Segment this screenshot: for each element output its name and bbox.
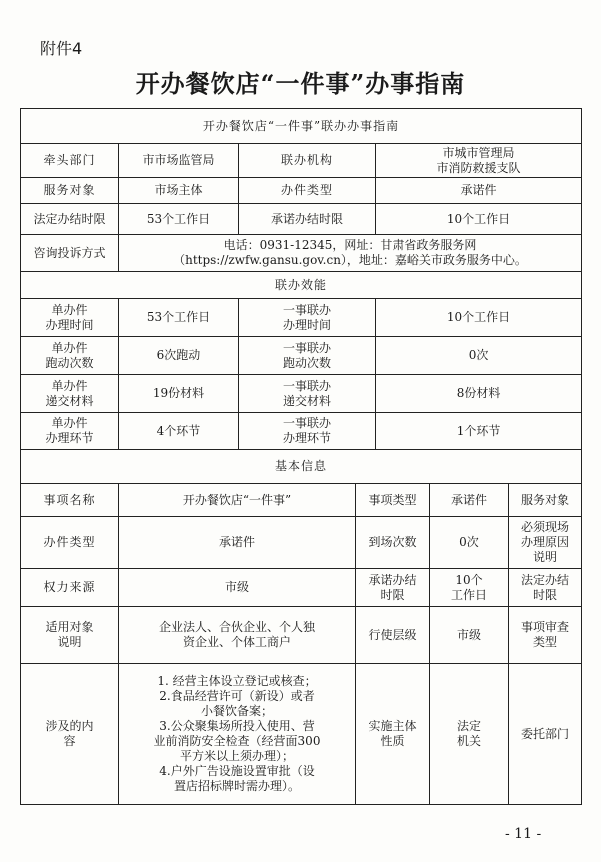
table-row [21, 204, 582, 235]
delegate-dept-label: 委托部门 [509, 664, 582, 805]
document-title: 开办餐饮店“一件事”办事指南 [135, 69, 466, 98]
consult-line: （https://zwfw.gansu.gov.cn），地址：嘉峪关市政务服务中心。 [173, 253, 527, 267]
implementer-value: 法定 机关 [430, 664, 509, 805]
page-number: - 11 - [505, 826, 542, 842]
table-row [21, 235, 582, 272]
eff-label: 一事联办 递交材料 [239, 375, 376, 413]
eff-value: 6次跑动 [119, 337, 239, 375]
consult-line: 电话：0931-12345，网址：甘肃省政务服务网 [223, 238, 477, 252]
eff-value: 8份材料 [376, 375, 582, 413]
review-type-label: 事项审查 类型 [509, 607, 582, 664]
table-row [21, 375, 582, 413]
content-line: 1. 经营主体设立登记或核查； [157, 674, 317, 688]
eff-value: 19份材料 [119, 375, 239, 413]
joint-org-label: 联办机构 [239, 144, 376, 178]
onsite-reason-label: 必须现场 办理原因 说明 [509, 517, 582, 569]
eff-label: 一事联办 跑动次数 [239, 337, 376, 375]
eff-value: 10个工作日 [376, 299, 582, 337]
eff-value: 0次 [376, 337, 582, 375]
content-line: 4.户外广告设施设置审批（设 [159, 764, 315, 778]
table-row [21, 607, 582, 664]
table-row [21, 299, 582, 337]
section-header-efficiency: 联办效能 [21, 272, 582, 299]
consult-value [119, 235, 582, 272]
table-row [21, 664, 582, 805]
eff-label: 单办件 跑动次数 [21, 337, 119, 375]
section-row [21, 450, 582, 484]
authority-source-value: 市级 [119, 569, 356, 607]
attachment-label: 附件4 [40, 39, 83, 58]
item-type-value: 承诺件 [430, 484, 509, 517]
promise-limit-value: 10个工作日 [376, 204, 582, 235]
table-row [21, 178, 582, 204]
eff-value: 4个环节 [119, 413, 239, 450]
section-header-basic: 基本信息 [21, 450, 582, 484]
eff-label: 单办件 递交材料 [21, 375, 119, 413]
content-line: 平方米以上须办理）； [179, 749, 294, 763]
table-title-row [21, 109, 582, 144]
section-row [21, 272, 582, 299]
legal-limit-value: 53个工作日 [119, 204, 239, 235]
case-type-label: 办件类型 [239, 178, 376, 204]
eff-label: 一事联办 办理时间 [239, 299, 376, 337]
lead-dept-value: 市市场监管局 [119, 144, 239, 178]
eff-label: 单办件 办理时间 [21, 299, 119, 337]
eff-value: 53个工作日 [119, 299, 239, 337]
content-value [119, 664, 356, 805]
content-line: 2.食品经营许可（新设）或者 [159, 689, 315, 703]
eff-label: 单办件 办理环节 [21, 413, 119, 450]
table-row [21, 337, 582, 375]
applicable-value: 企业法人、合伙企业、个人独 资企业、个体工商户 [119, 607, 356, 664]
promise-limit-label-2: 承诺办结 时限 [356, 569, 430, 607]
table-row [21, 144, 582, 178]
table-title: 开办餐饮店“一件事”联办办事指南 [21, 109, 582, 144]
content-label: 涉及的内 容 [21, 664, 119, 805]
consult-label: 咨询投诉方式 [21, 235, 119, 272]
table-row [21, 517, 582, 569]
authority-source-label: 权力来源 [21, 569, 119, 607]
applicable-label: 适用对象 说明 [21, 607, 119, 664]
service-target-label: 服务对象 [21, 178, 119, 204]
content-line: 3.公众聚集场所投入使用、营 [159, 719, 315, 733]
table-row [21, 413, 582, 450]
legal-limit-label: 法定办结时限 [21, 204, 119, 235]
eff-label: 一事联办 办理环节 [239, 413, 376, 450]
exercise-level-value: 市级 [430, 607, 509, 664]
content-line: 业前消防安全检查（经营面300 [153, 734, 321, 748]
visit-count-label: 到场次数 [356, 517, 430, 569]
table-row [21, 569, 582, 607]
item-name-label: 事项名称 [21, 484, 119, 517]
promise-limit-label: 承诺办结时限 [239, 204, 376, 235]
eff-value: 1个环节 [376, 413, 582, 450]
joint-org-line: 市消防救援支队 [436, 160, 521, 175]
service-target-value: 市场主体 [119, 178, 239, 204]
table-row [21, 484, 582, 517]
lead-dept-label: 牵头部门 [21, 144, 119, 178]
joint-org-line: 市城市管理局 [442, 145, 515, 160]
implementer-label: 实施主体 性质 [356, 664, 430, 805]
service-target-label-2: 服务对象 [509, 484, 582, 517]
exercise-level-label: 行使层级 [356, 607, 430, 664]
case-type-label-2: 办件类型 [21, 517, 119, 569]
visit-count-value: 0次 [430, 517, 509, 569]
legal-limit-label-2: 法定办结 时限 [509, 569, 582, 607]
item-type-label: 事项类型 [356, 484, 430, 517]
content-line: 置店招标牌时需办理）。 [173, 779, 300, 793]
joint-org-value [376, 144, 582, 178]
case-type-value-2: 承诺件 [119, 517, 356, 569]
promise-limit-value-2: 10个 工作日 [430, 569, 509, 607]
case-type-value: 承诺件 [376, 178, 582, 204]
content-line: 小餐饮备案； [200, 704, 273, 718]
item-name-value: 开办餐饮店“一件事” [119, 484, 356, 517]
guide-table [20, 108, 582, 805]
